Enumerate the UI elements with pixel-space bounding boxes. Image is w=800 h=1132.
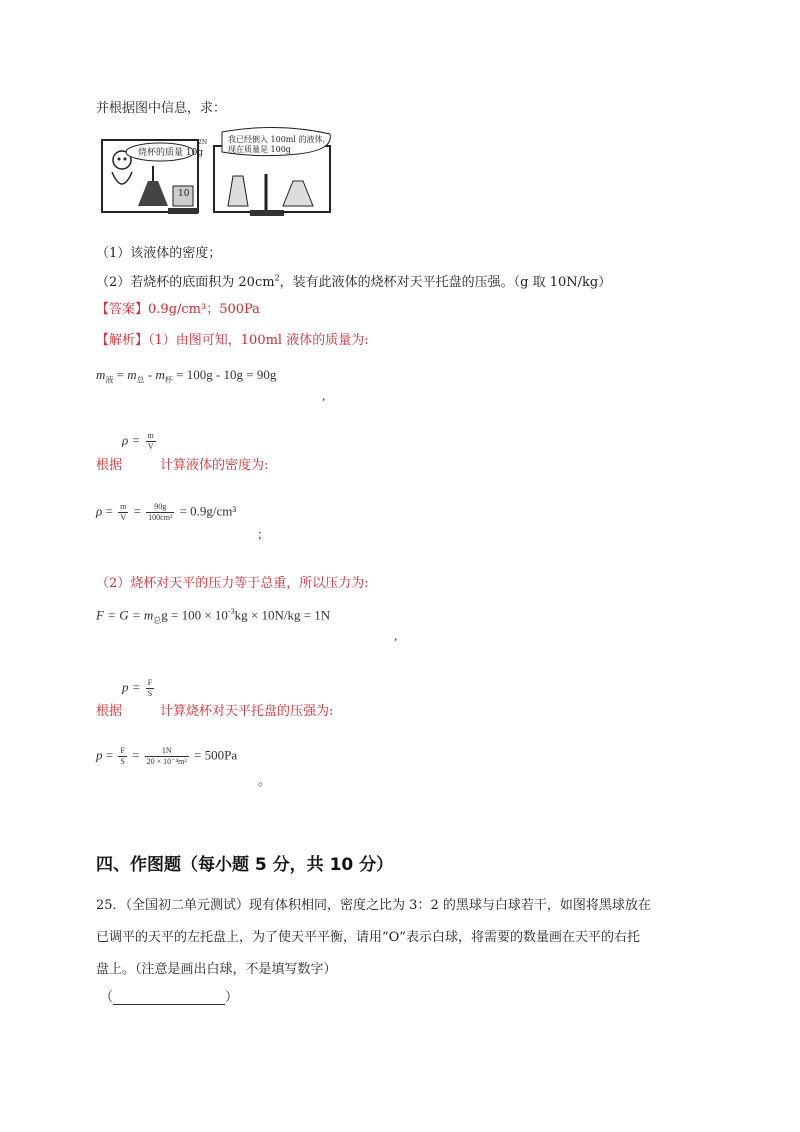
density-formula: ρ = $\frac{m}{V}$: [122, 431, 154, 451]
question-1: （1）该液体的密度；: [96, 246, 222, 261]
pressure-text: 计算烧杯对天平托盘的压强为:: [160, 704, 334, 719]
basis-label-2: 根据: [96, 704, 123, 719]
blank-line[interactable]: [113, 992, 225, 1005]
equation-mark-3: ,: [394, 628, 398, 643]
balance-figure: [98, 126, 336, 220]
figure-bubble-left: 烧杯的质量 10g: [138, 148, 204, 158]
analysis-label: 【解析】: [96, 333, 149, 348]
equation-mark-4: 。: [258, 773, 272, 788]
figure-weight-label: 10: [178, 189, 190, 199]
question-25-line-3: 盘上。（注意是画出白球，不是填写数字）: [96, 962, 337, 977]
density-text: 计算液体的密度为:: [160, 458, 269, 473]
equation-liquid-mass: $m_液 = m_总 - m_杯 = 100g - 10g = 90g$: [96, 367, 277, 385]
pressure-formula: p = $\frac{F}{S}$: [122, 678, 153, 698]
answer-blank[interactable]: （ ）: [100, 990, 239, 1005]
answer-text: 0.9g/cm³；500Pa: [148, 302, 260, 317]
basis-label-1: 根据: [96, 458, 123, 473]
answer-label: 【答案】: [96, 302, 149, 317]
part-2-text: （2）烧杯对天平的压力等于总重，所以压力为:: [96, 576, 369, 591]
analysis-line: [96, 329, 369, 348]
equation-mark-1: ,: [322, 388, 326, 403]
question-25-line-2: 已调平的天平的左托盘上，为了使天平平衡，请用“O”表示白球，将需要的数量画在天平的右托: [96, 930, 640, 945]
equation-force: $F = G = m_总g = 100 \times 10^{-3}kg \times 10N/kg = 1N$: [96, 607, 331, 625]
equation-density: ρ = $\frac{m}{V}$ = $\frac{90g}{\text{100cm³}}$ = 0.9g/cm³: [96, 502, 237, 522]
question-25-line-1: 25．（全国初二单元测试）现有体积相同，密度之比为 3：2 的黑球与白球若干，如图将黑球放在: [96, 898, 651, 913]
intro-text: 并根据图中信息，求：: [96, 101, 227, 116]
figure-bubble-right-2: 现在质量是 100g: [228, 145, 291, 154]
question-2: （2）若烧杯的底面积为 $20cm^2$，装有此液体的烧杯对天平托盘的压强。（g 取 10N/kg）: [96, 273, 612, 290]
section-heading: 四、作图题（每小题 5 分，共 10 分）: [96, 855, 394, 875]
equation-mark-2: ;: [258, 526, 262, 541]
equation-pressure: p = $\frac{F}{S}$ = $\frac{1N}{\text{20 × 10⁻⁴m²}}$ = 500Pa: [96, 746, 238, 766]
figure-note-mark: 2N: [198, 139, 208, 146]
analysis-text: （1）由图可知，100ml 液体的质量为:: [148, 333, 369, 348]
answer-line: [96, 298, 260, 317]
figure-bubble-right-1: 我已经倒入 100ml 的液体，: [228, 135, 331, 144]
